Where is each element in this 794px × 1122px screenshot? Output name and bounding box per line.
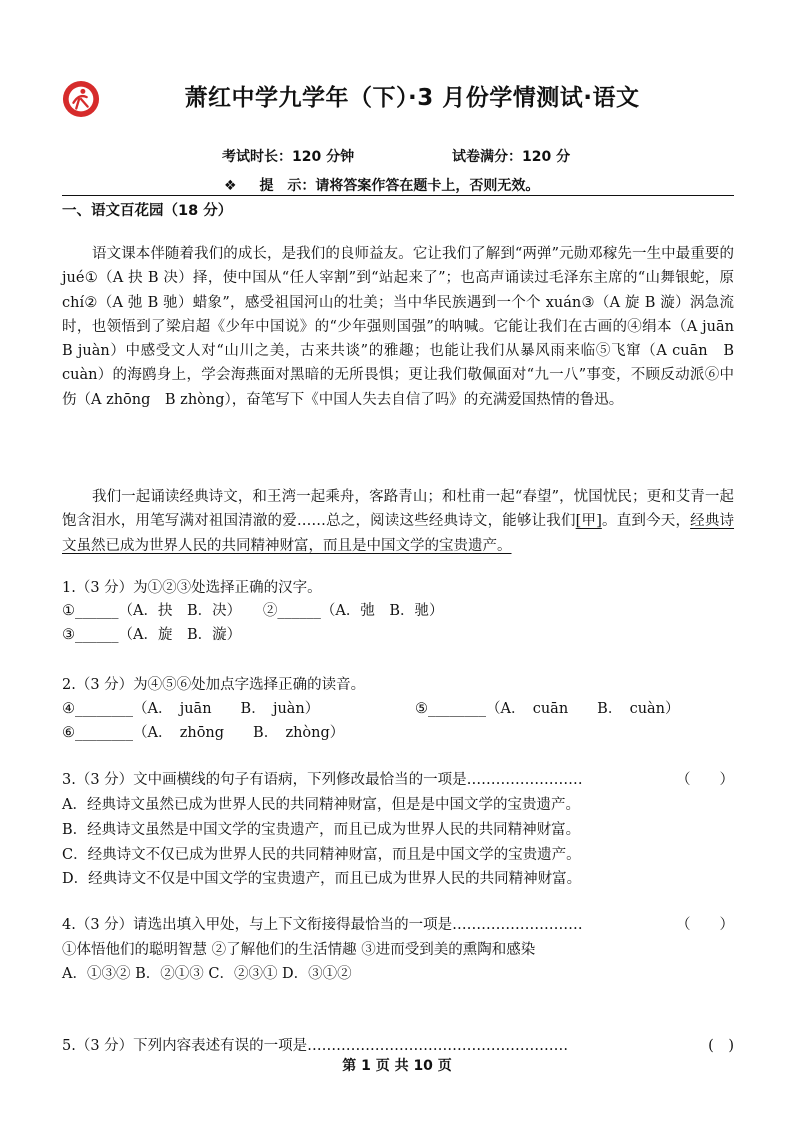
q1-row-2: ③______（A．旋 B．漩） <box>62 627 242 643</box>
section-title: 一、语文百花园（18 分） <box>62 203 233 219</box>
passage-paragraph-1: 语文课本伴随着我们的成长，是我们的良师益友。它让我们了解到“两弹”元勋邓稼先一生中最重要的 jué①（A 抉 B 决）择，使中国从“任人宰割”到“站起来了”；也高声诵读过毛泽东主席的“山舞银蛇，原 chí②（A 弛 B 驰）蜡象”，感受祖国河山的壮美；当中华民族遇到一个个 xuán③（A 旋 B 漩）涡急流时，也领悟到了梁启超《少年中国说》的“少年强则国强”的呐喊。它能让我们在古画的④绢本（A juān B juàn）中感受文人对“山川之美，古来共谈”的雅趣；也能让我们从暴风雨来临⑤飞窜（A cuān B cuàn）的海鸥身上，学会海燕面对黑暗的无所畏惧；更让我们敬佩面对“九一八”事变，不顾反动派⑥中伤（A zhōng B zhòng），奋笔写下《中国人失去自信了吗》的充满爱国热情的鲁迅。 <box>62 246 749 408</box>
blank-jia: [甲] <box>575 513 602 530</box>
hint-diamond-icon: ❖ <box>224 178 237 194</box>
q2-stem: 2.（3 分）为④⑤⑥处加点字选择正确的读音。 <box>62 677 366 693</box>
q3-option-c: C．经典诗文不仅已成为世界人民的共同精神财富，而且是中国文学的宝贵遗产。 <box>62 847 581 863</box>
q3-option-b: B．经典诗文虽然是中国文学的宝贵遗产，而且已成为世界人民的共同精神财富。 <box>62 822 581 838</box>
hint-line <box>224 175 539 195</box>
exam-duration: 考试时长：120 分钟 <box>222 149 355 165</box>
q3-option-a: A．经典诗文虽然已成为世界人民的共同精神财富，但是是中国文学的宝贵遗产。 <box>62 797 580 813</box>
q4-stem-line <box>62 915 734 935</box>
full-score: 试卷满分：120 分 <box>452 149 571 165</box>
q5-stem-line <box>62 1036 734 1056</box>
q1-stem: 1.（3 分）为①②③处选择正确的汉字。 <box>62 580 322 596</box>
q3-stem: 3.（3 分）文中画横线的句子有语病，下列修改最恰当的一项是…………………… <box>62 772 583 788</box>
q3-option-d: D．经典诗文不仅是中国文学的宝贵遗产，而且已成为世界人民的共同精神财富。 <box>62 871 582 887</box>
q2-row-2: ⑥________（A． zhōng B． zhòng） <box>62 725 345 741</box>
underlined-sentence: 经典诗文虽然已成为世界人民的共同精神财富，而且是中国文学的宝贵遗产。 <box>62 513 735 554</box>
header-divider <box>62 195 734 196</box>
hint-text: 提 示：请将答案作答在题卡上，否则无效。 <box>259 178 540 194</box>
q4-stem: 4.（3 分）请选出填入甲处，与上下文衔接得最恰当的一项是……………………… <box>62 917 583 933</box>
q5-stem: 5.（3 分）下列内容表述有误的一项是……………………………………………… <box>62 1038 569 1054</box>
passage-p2-text-2: 。直到今天， <box>601 513 691 530</box>
passage-p2-text: 我们一起诵读经典诗文，和王湾一起乘舟，客路青山；和杜甫一起“春望”，忧国忧民；更和艾青一起饱含泪水，用笔写满对祖国清澈的爱……总之，阅读这些经典诗文，能够让我们 <box>62 489 734 530</box>
q4-items: ①体悟他们的聪明智慧 ②了解他们的生活情趣 ③进而受到美的熏陶和感染 <box>62 942 536 958</box>
passage-paragraph-2 <box>62 485 734 558</box>
q2-row-1-left: ④________（A． juān B． juàn） <box>62 701 320 717</box>
q2-row-1-right: ⑤________（A． cuān B． cuàn） <box>415 701 680 717</box>
q1-row-1: ①______（A．抉 B．决） ②______（A．弛 B．驰） <box>62 603 444 619</box>
q3-stem-line <box>62 770 734 790</box>
q3-answer-paren: （ ） <box>676 772 734 788</box>
page-number: 第 1 页 共 10 页 <box>342 1058 452 1074</box>
q4-options: A．①③② B．②①③ C．②③① D．③①② <box>62 966 352 982</box>
q5-answer-paren: ( ) <box>708 1038 734 1054</box>
q4-answer-paren: （ ） <box>676 917 734 933</box>
page-title: 萧红中学九学年（下）·3 月份学情测试·语文 <box>184 85 640 111</box>
